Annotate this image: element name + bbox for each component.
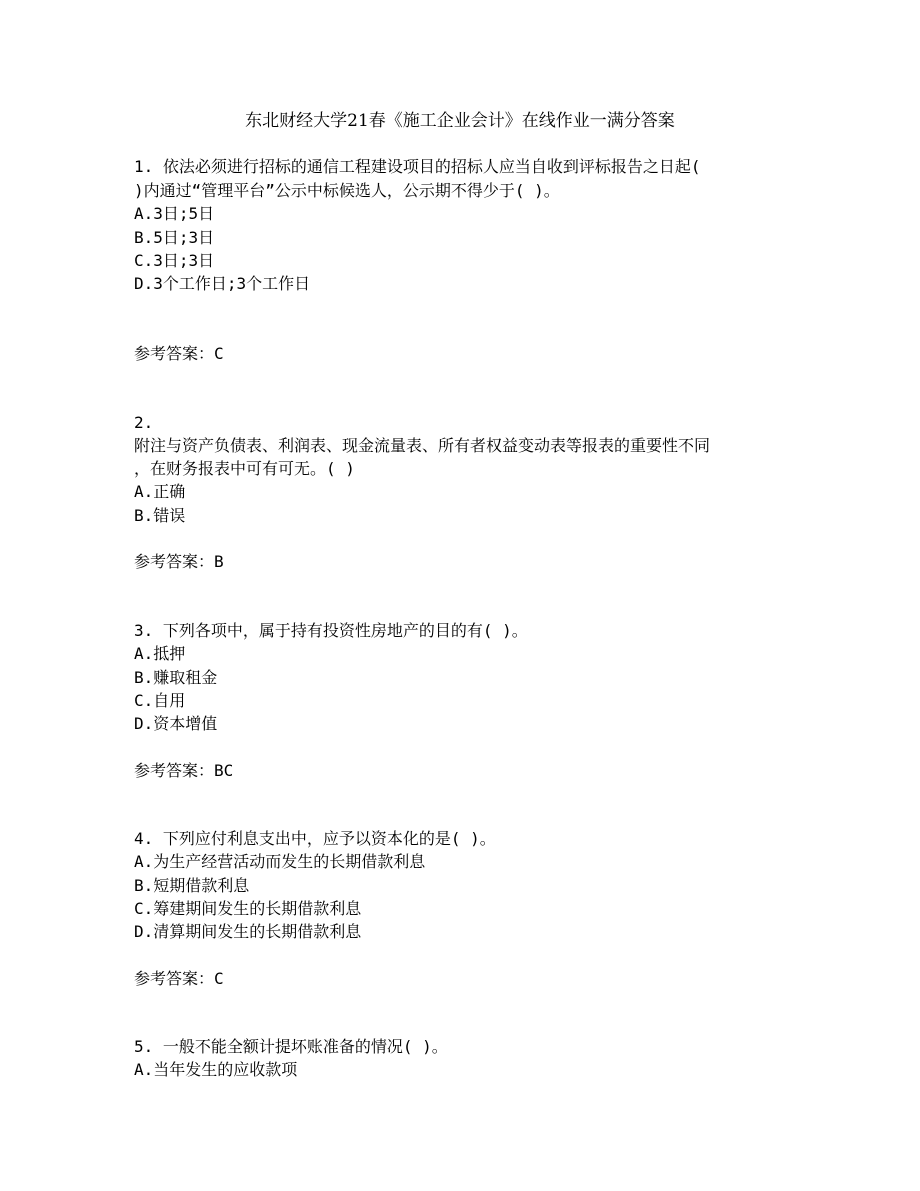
answer-label: 参考答案：: [134, 969, 215, 988]
question-3-option-a: A.抵押: [134, 644, 186, 663]
answer-label: 参考答案：: [134, 552, 215, 571]
question-1-option-c: C.3日;3日: [134, 251, 215, 270]
question-1-stem-line-2: )内通过“管理平台”公示中标候选人，公示期不得少于( )。: [134, 181, 560, 200]
question-2-option-a: A.正确: [134, 482, 186, 501]
question-4-option-a: A.为生产经营活动而发生的长期借款利息: [134, 852, 426, 871]
answer-label: 参考答案：: [134, 344, 215, 363]
question-1-answer: [134, 342, 224, 365]
question-2-number: 2.: [134, 413, 154, 432]
answer-value: C: [214, 969, 224, 988]
answer-label: 参考答案：: [134, 761, 215, 780]
question-3-option-c: C.自用: [134, 691, 186, 710]
question-1-option-b: B.5日;3日: [134, 228, 215, 247]
question-4-stem: 4. 下列应付利息支出中，应予以资本化的是( )。: [134, 829, 496, 848]
answer-value: B: [214, 552, 224, 571]
question-4-option-c: C.筹建期间发生的长期借款利息: [134, 899, 362, 918]
answer-value: BC: [214, 761, 234, 780]
question-3-option-b: B.赚取租金: [134, 668, 218, 687]
question-3-stem: 3. 下列各项中，属于持有投资性房地产的目的有( )。: [134, 621, 528, 640]
question-4-option-b: B.短期借款利息: [134, 876, 250, 895]
answer-value: C: [214, 344, 224, 363]
question-2-stem-line-1: 附注与资产负债表、利润表、现金流量表、所有者权益变动表等报表的重要性不同: [134, 436, 711, 455]
question-4-answer: [134, 967, 224, 990]
question-2-stem-line-2: ，在财务报表中可有可无。( ): [134, 459, 355, 478]
page-title: 东北财经大学21春《施工企业会计》在线作业一满分答案: [245, 111, 675, 131]
question-5-option-a: A.当年发生的应收款项: [134, 1060, 298, 1079]
question-2-option-b: B.错误: [134, 506, 186, 525]
question-3-answer: [134, 759, 233, 782]
question-5-stem: 5. 一般不能全额计提坏账准备的情况( )。: [134, 1037, 448, 1056]
question-1-stem-line-1: 1. 依法必须进行招标的通信工程建设项目的招标人应当自收到评标报告之日起(: [134, 157, 701, 176]
question-1-option-a: A.3日;5日: [134, 204, 215, 223]
question-2-answer: [134, 550, 224, 573]
question-1-option-d: D.3个工作日;3个工作日: [134, 274, 311, 293]
question-3-option-d: D.资本增值: [134, 714, 218, 733]
question-4-option-d: D.清算期间发生的长期借款利息: [134, 922, 362, 941]
